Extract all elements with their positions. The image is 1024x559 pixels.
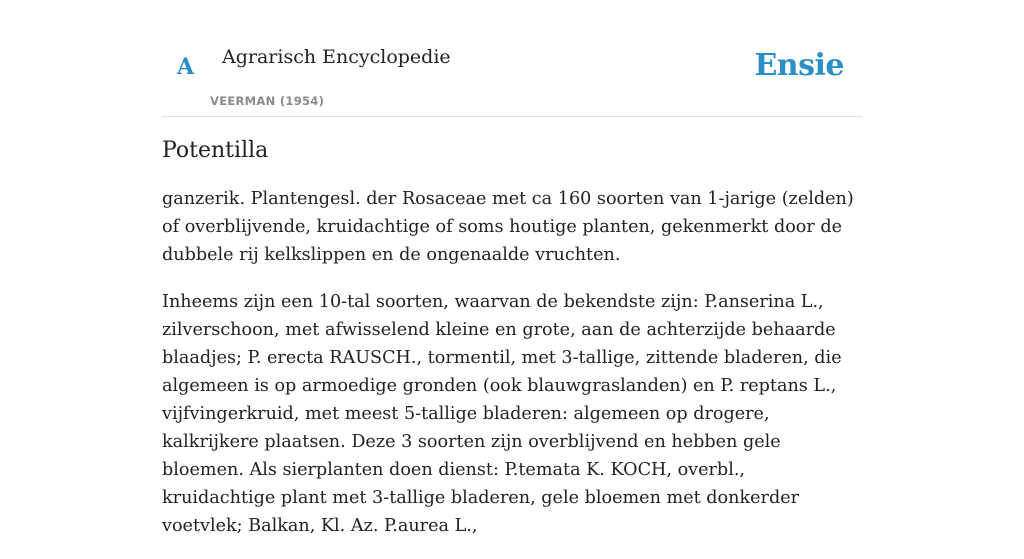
source-author: VEERMAN (1954): [210, 94, 325, 108]
article-title: Potentilla: [162, 138, 269, 163]
article: [162, 136, 862, 559]
ensie-logo[interactable]: Ensie: [754, 48, 844, 83]
page-header: [162, 0, 862, 117]
article-paragraph: Inheems zijn een 10-tal soorten, waarvan de bekendste zijn: P.anserina L., zilverschoon, met afwisselend kleine en grote, aan de achterzijde behaarde blaadjes; P. erecta RAUSCH., tormentil, met 3-tallige, zittende bladeren, die algemeen is op armoedige gronden (ook blauwgraslanden) en P. reptans L., vijfvingerkruid, met meest 5-tallige bladeren: algemeen op drogere, kalkrijkere plaatsen. Deze 3 soorten zijn overblijvend en hebben gele bloemen. Als sierplanten doen dienst: P.temata K. KOCH, overbl., kruidachtige plant met 3-tallige bladeren, gele bloemen met donkerder voetvlek; Balkan, Kl. Az. P.aurea L.,: [162, 291, 842, 536]
letter-mark[interactable]: A: [177, 54, 195, 80]
source-title[interactable]: Agrarisch Encyclopedie: [222, 46, 451, 68]
article-paragraph: ganzerik. Plantengesl. der Rosaceae met ca 160 soorten van 1-jarige (zelden) of overblijvende, kruidachtige of soms houtige planten, gekenmerkt door de dubbele rij kelkslippen en de ongenaalde vruchten.: [162, 188, 854, 265]
